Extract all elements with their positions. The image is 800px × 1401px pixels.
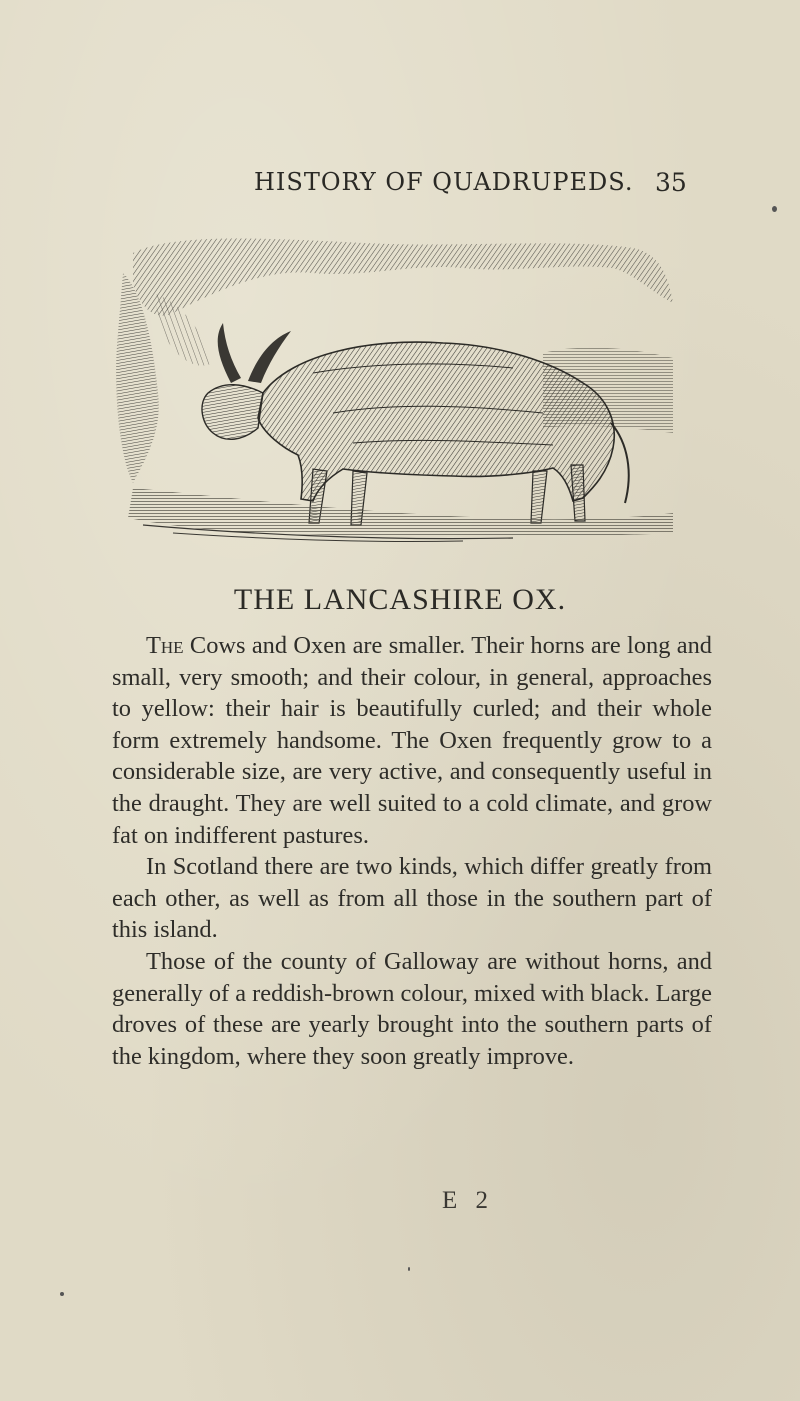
paper-speck <box>772 206 777 212</box>
paragraph-2-text: In Scotland there are two kinds, which differ greatly from each other, as well as from all those in the southern part of this island. <box>112 853 712 944</box>
paper-speck <box>60 1292 64 1296</box>
signature-mark: E 2 <box>442 1187 495 1214</box>
running-head: HISTORY OF QUADRUPEDS. <box>254 168 634 196</box>
paragraph-1-lead: The <box>146 632 184 659</box>
paragraph-3-text: Those of the county of Galloway are without horns, and generally of a reddish-brown colour, mixed with black. Large droves of these are yearly brought into the southern parts of the kingdom, where they soon greatly improve. <box>112 947 713 1070</box>
paragraph-3 <box>112 946 712 1072</box>
paragraph-1 <box>112 630 712 851</box>
body-text <box>112 630 712 1072</box>
page-number: 35 <box>655 168 687 197</box>
paper-speck <box>408 1267 410 1271</box>
ox-engraving-illustration <box>113 233 678 545</box>
paragraph-2 <box>112 851 712 946</box>
paragraph-1-text: Cows and Oxen are smaller. Their horns are long and small, very smooth; and their colour, in general, approaches to yellow: their hair is beautifully curled; and their whole form extremely handsome. The Oxen frequently grow to a considerable size, are very active, and consequently useful in the draught. They are well suited to a cold climate, and grow fat on indifferent pastures. <box>112 632 712 849</box>
illustration-caption: THE LANCASHIRE OX. <box>233 583 567 616</box>
